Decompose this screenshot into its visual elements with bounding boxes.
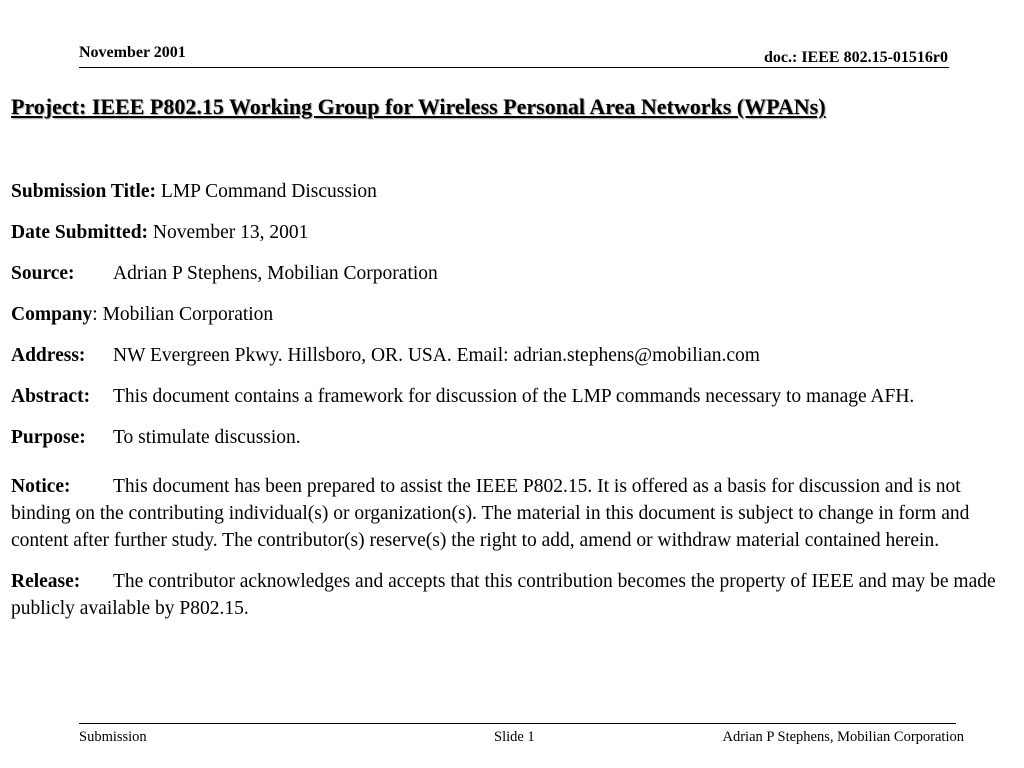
date-submitted-row [11,219,1001,246]
purpose-label: Purpose: [11,427,86,448]
submission-title-label: Submission Title: [11,181,157,202]
footer-author: Adrian P Stephens, Mobilian Corporation [722,729,964,745]
header-date: November 2001 [79,44,186,61]
release-row [11,568,1001,622]
submission-title-row [11,178,1001,205]
date-submitted-label: Date Submitted: [11,222,149,243]
company-value: : Mobilian Corporation [92,304,274,325]
release-label: Release: [11,571,81,592]
company-label: Company [11,304,93,325]
submission-body [11,178,1001,622]
purpose-row [11,424,1001,451]
abstract-label: Abstract: [11,386,91,407]
date-submitted-value: November 13, 2001 [148,222,309,243]
abstract-row [11,383,1001,410]
source-row [11,260,1001,287]
header-doc-id: doc.: IEEE 802.15-01516r0 [764,49,948,66]
address-label: Address: [11,345,86,366]
purpose-value: To stimulate discussion. [113,427,301,448]
footer-submission: Submission [79,729,147,745]
address-row [11,342,1001,369]
header-divider [79,67,949,68]
address-value: NW Evergreen Pkwy. Hillsboro, OR. USA. Email: adrian.stephens@mobilian.com [113,345,760,366]
source-label: Source: [11,263,75,284]
company-row [11,301,1001,328]
submission-title-value: LMP Command Discussion [156,181,377,202]
notice-row [11,473,1001,554]
notice-label: Notice: [11,476,71,497]
footer-divider [79,723,956,724]
footer-slide-number: Slide 1 [494,729,535,745]
project-title: Project: IEEE P802.15 Working Group for Wireless Personal Area Networks (WPANs) [11,94,826,119]
release-value: The contributor acknowledges and accepts that this contribution becomes the property of IEEE and may be made publicly available by P802.15. [11,571,996,619]
abstract-value: This document contains a framework for discussion of the LMP commands necessary to manage AFH. [113,386,915,407]
source-value: Adrian P Stephens, Mobilian Corporation [113,263,438,284]
notice-value: This document has been prepared to assist the IEEE P802.15. It is offered as a basis for discussion and is not binding on the contributing individual(s) or organization(s). The material in this document is subject to change in form and content after further study. The contributor(s) reserve(s) the right to add, amend or withdraw material contained herein. [11,476,970,551]
